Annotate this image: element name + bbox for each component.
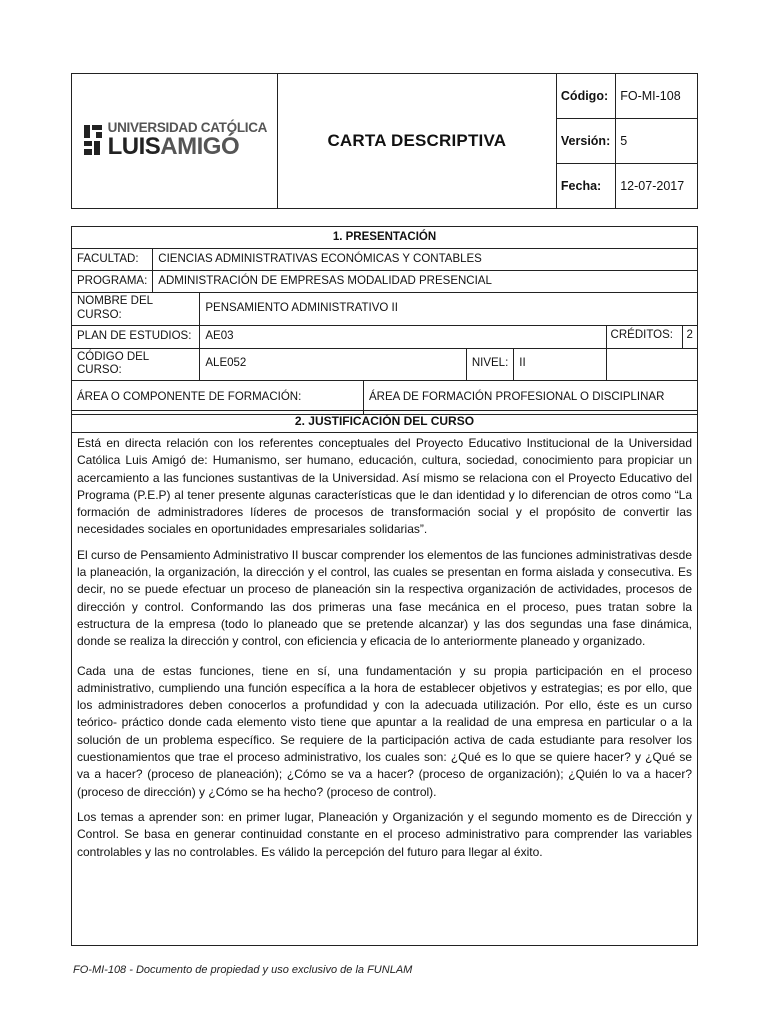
programa-value: ADMINISTRACIÓN DE EMPRESAS MODALIDAD PRESENCIAL [153,271,698,293]
justification-paragraph: Cada una de estas funciones, tiene en sí, una fundamentación y su propia participación en el proceso administrativo, cumpliendo una función específica a la hora de establecer objetivos y estrategias; es por ello, que los administradores deben conocerlos a profundidad y con la adecuada utilización. Por ello, éste es un curso teórico- práctico donde cada elemento visto tiene que apuntar a la realidad de una empresa en particular o a la solución de un problema específico. Se requiere de la participación activa de cada estudiante para resolver los cuestionamientos que trae el proceso administrativo, los cuales son: ¿Qué es lo que se quiere hacer? y ¿Qué se va a hacer? (proceso de planeación); ¿Cómo se va a hacer? (proceso de organización); ¿Quién lo va a hacer? (proceso de dirección) y ¿Cómo se ha hecho? (proceso de control). [77,663,692,799]
logo-mark-icon [82,123,104,157]
area-value: ÁREA DE FORMACIÓN PROFESIONAL O DISCIPLINAR [363,381,697,415]
logo-bottom-text: LUISAMIGÓ [107,132,240,160]
version-value: 5 [616,119,698,164]
justification-body [72,433,697,861]
empty-cell [606,348,697,381]
codigo-value: FO-MI-108 [616,74,698,119]
area-label: ÁREA O COMPONENTE DE FORMACIÓN: [72,381,364,415]
page-footer: FO-MI-108 - Documento de propiedad y uso exclusivo de la FUNLAM [73,964,413,976]
creditos-value: 2 [686,328,693,341]
university-logo [82,121,268,159]
presentation-table [71,226,698,415]
creditos-label: CRÉDITOS: 2 [606,325,697,348]
plan-value: AE03 [200,325,606,348]
logo-top-text: UNIVERSIDAD CATÓLICA [107,120,268,136]
facultad-label: FACULTAD: [72,249,153,271]
document-title: CARTA DESCRIPTIVA [277,74,556,209]
facultad-value: CIENCIAS ADMINISTRATIVAS ECONÓMICAS Y CONTABLES [153,249,698,271]
codigo-curso-label: CÓDIGO DEL CURSO: [72,348,200,381]
fecha-value: 12-07-2017 [616,164,698,209]
curso-label: NOMBRE DEL CURSO: [72,293,200,326]
fecha-label: Fecha: [556,164,615,209]
plan-label: PLAN DE ESTUDIOS: [72,325,200,348]
justification-title: 2. JUSTIFICACIÓN DEL CURSO [72,411,697,433]
logo-cell [72,74,278,209]
curso-value: PENSAMIENTO ADMINISTRATIVO II [200,293,698,326]
header-table [71,73,698,209]
nivel-value: II [514,348,606,381]
programa-label: PROGRAMA: [72,271,153,293]
codigo-curso-value: ALE052 [200,348,466,381]
nivel-label: NIVEL: [466,348,513,381]
version-label: Versión: [556,119,615,164]
presentation-section-title: 1. PRESENTACIÓN [72,227,698,249]
codigo-label: Código: [556,74,615,119]
justification-paragraph: Está en directa relación con los referentes conceptuales del Proyecto Educativo Institucional de la Universidad Católica Luis Amigó de: Humanismo, ser humano, educación, cultura, sociedad, conocimiento para propiciar un acercamiento a las funciones sustantivas de la Universidad. Así mismo se relaciona con el Proyecto Educativo del Programa (P.E.P) al tener presente algunas características que le dan identidad y lo diferencian de otros como “La formación de administradores líderes de procesos de transformación social y el propósito de convertir las necesidades sociales en oportunidades empresariales solidarias”. [77,436,692,537]
justification-section [71,410,698,946]
justification-paragraph: Los temas a aprender son: en primer lugar, Planeación y Organización y el segundo momento es de Dirección y Control. Se basa en generar continuidad constante en el proceso administrativo para comprender las variables controlables y las no controlables. Es válido la percepción del futuro para llegar al éxito. [77,809,692,859]
justification-paragraph: El curso de Pensamiento Administrativo II buscar comprender los elementos de las funciones administrativas desde la planeación, la organización, la dirección y el control, las cuales se presentan en forma aislada y consecutiva. Es decir, no se puede efectuar un proceso de planeación sin la respectiva organización de actividades, procesos de dirección y control. Conformando las dos primeras una fase mecánica en el proceso, pues tratan sobre la estructura de la empresa (todo lo planeado que se pretende alcanzar) y las dos segundas una fase dinámica, donde se realiza la dirección y control, con eficiencia y eficacia de lo anteriormente planeado y organizado. [77,547,692,649]
